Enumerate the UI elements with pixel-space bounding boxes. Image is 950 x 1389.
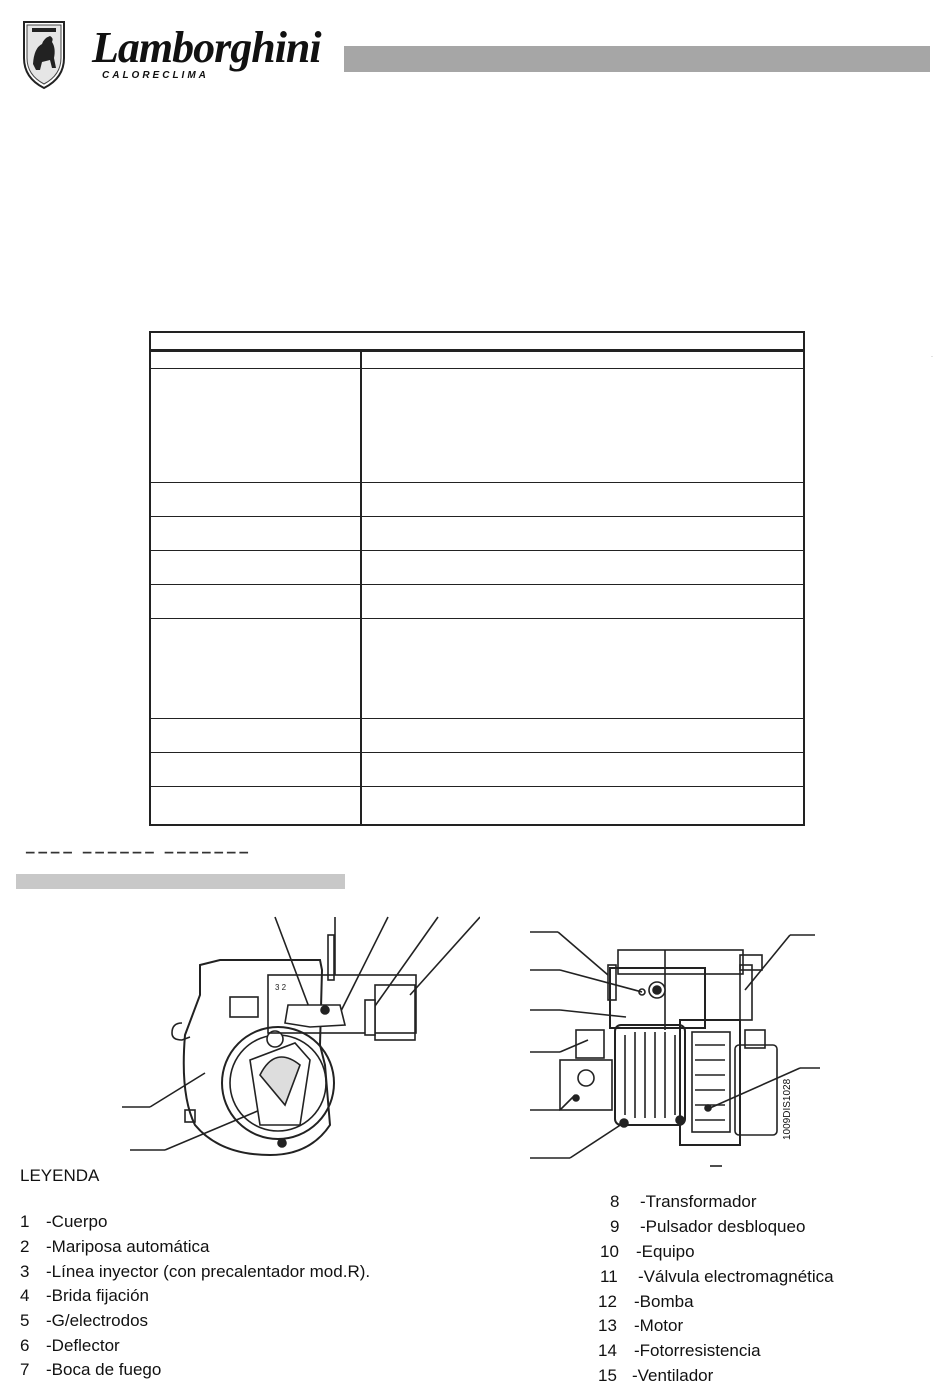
legend-item-number: 13 [598, 1316, 617, 1335]
legend-item [598, 1292, 694, 1312]
legend-item-label: -Pulsador desbloqueo [640, 1217, 806, 1236]
stray-mark: · [931, 354, 933, 360]
brand-subtitle: CALORECLIMA [102, 70, 209, 81]
legend-item-number: 1 [20, 1212, 30, 1231]
legend-item [600, 1242, 695, 1262]
legend-item-number: 9 [610, 1217, 620, 1236]
legend-item [20, 1212, 107, 1232]
legend-item-label: -Motor [634, 1316, 684, 1335]
legend-item-label: -Válvula electromagnética [638, 1267, 834, 1286]
section-heading-bar [16, 874, 345, 889]
legend-item-label: -Bomba [634, 1292, 694, 1311]
table-row-divider [151, 584, 803, 585]
legend-item-label: -Mariposa automática [46, 1237, 210, 1256]
legend-item-label: -Transformador [640, 1192, 757, 1211]
section-heading-fragment: ▔▔▔▔ ▔▔▔▔▔▔ ▔▔▔▔▔▔▔ [26, 853, 252, 865]
legend-item-number: 12 [598, 1292, 617, 1311]
legend-item-number: 7 [20, 1360, 30, 1379]
legend-title: LEYENDA [20, 1166, 100, 1185]
legend-item-label: -Línea inyector (con precalentador mod.R). [46, 1262, 371, 1281]
legend-item [20, 1286, 149, 1306]
lamborghini-bull-shield-logo [20, 18, 68, 90]
burner-front-drawing [530, 920, 825, 1170]
table-row-divider [151, 752, 803, 753]
header-bar [344, 46, 930, 72]
legend-item-number: 10 [600, 1242, 619, 1261]
table-row-divider [151, 786, 803, 787]
legend-item [598, 1341, 761, 1361]
burner-side-drawing [110, 915, 480, 1165]
legend-item-number: 6 [20, 1336, 30, 1355]
legend-item-number: 8 [610, 1192, 620, 1211]
legend-item [20, 1311, 148, 1331]
legend-item-label: -Equipo [636, 1242, 695, 1261]
brand-name: Lamborghini [92, 23, 321, 72]
drawing-reference-code: 1009DIS1028 [782, 1078, 793, 1140]
table-row-divider [151, 482, 803, 483]
legend-item [20, 1360, 161, 1380]
table-row-divider [151, 516, 803, 517]
legend-item-label: -Cuerpo [46, 1212, 108, 1231]
legend-item-label: -Ventilador [632, 1366, 714, 1385]
specifications-table [149, 331, 805, 826]
legend-item [20, 1237, 209, 1257]
legend-item [610, 1217, 805, 1237]
legend-item [610, 1192, 757, 1212]
svg-text:3 2: 3 2 [275, 983, 287, 992]
legend-item [600, 1267, 834, 1287]
legend-item-number: 2 [20, 1237, 30, 1256]
legend-item-label: -Boca de fuego [46, 1360, 162, 1379]
table-row-divider [151, 618, 803, 619]
table-header-divider [151, 349, 803, 352]
table-row-divider [151, 550, 803, 551]
legend-item-number: 5 [20, 1311, 30, 1330]
legend-item-number: 14 [598, 1341, 617, 1360]
legend-item-number: 15 [598, 1366, 617, 1385]
legend-item [20, 1336, 120, 1356]
legend-item-number: 3 [20, 1262, 30, 1281]
legend-item-label: -G/electrodos [46, 1311, 149, 1330]
table-column-divider [360, 351, 362, 824]
legend-item [598, 1316, 683, 1336]
legend-item [598, 1366, 713, 1386]
legend-item-number: 4 [20, 1286, 30, 1305]
legend-item-label: -Fotorresistencia [634, 1341, 761, 1360]
legend-item-number: 11 [600, 1267, 618, 1286]
table-row-divider [151, 368, 803, 369]
legend-item [20, 1262, 370, 1282]
table-row-divider [151, 718, 803, 719]
legend-item-label: -Brida fijación [46, 1286, 149, 1305]
legend-item-label: -Deflector [46, 1336, 120, 1355]
